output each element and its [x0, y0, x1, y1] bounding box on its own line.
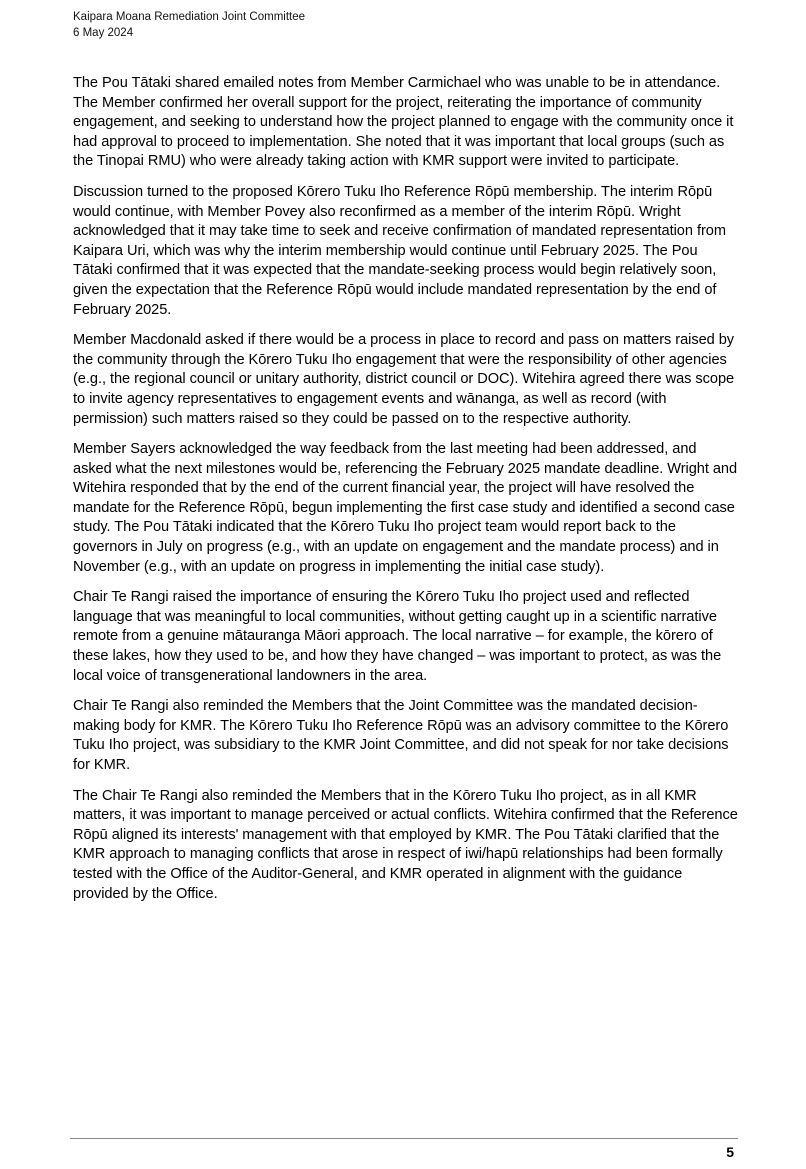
paragraph-sayers-milestones: Member Sayers acknowledged the way feedback from the last meeting had been addressed, and asked what the next milestones would be, referencing the February 2025 mandate deadline. Wright and Witehira responded that by the end of the current financial year, the project will have resolved the mandate for the Reference Rōpū, begun implementing the first case study and identified a second case study. The Pou Tātaki indicated that the Kōrero Tuku Iho project team would report back to the governors in July on progress (e.g., with an update on engagement and the mandate process) and in November (e.g., with an update on progress in implementing the initial case study).	[73, 441, 738, 575]
page-number: 5	[726, 1144, 734, 1160]
footer-divider	[70, 1138, 738, 1139]
paragraph-te-rangi-conflicts: The Chair Te Rangi also reminded the Members that in the Kōrero Tuku Iho project, as in all KMR matters, it was important to manage perceived or actual conflicts. Witehira confirmed that the Reference Rōpū aligned its interests' management with that employed by KMR. The Pou Tātaki clarified that the KMR approach to managing conflicts that arose in respect of iwi/hapū relationships had been formally tested with the Office of the Auditor-General, and KMR operated in alignment with the guidance provided by the Office.	[73, 787, 738, 902]
header-organisation: Kaipara Moana Remediation Joint Committee	[73, 11, 306, 23]
paragraph-carmichael-notes: The Pou Tātaki shared emailed notes from Member Carmichael who was unable to be in attendance. The Member confirmed her overall support for the project, reiterating the importance of community engagement, and seeking to understand how the project planned to engage with the community once it had approval to proceed to implementation. She noted that it was important that local groups (such as the Tinopai RMU) who were already taking action with KMR support were invited to participate.	[73, 75, 734, 170]
page-header	[73, 9, 305, 41]
paragraph-te-rangi-language: Chair Te Rangi raised the importance of ensuring the Kōrero Tuku Iho project used and reflected language that was meaningful to local communities, without getting caught up in a scientific narrative remote from a genuine mātauranga Māori approach. The local narrative – for example, the kōrero of these lakes, how they used to be, and how they have changed – was important to protect, as was the local voice of transgenerational landowners in the area.	[73, 589, 722, 684]
paragraph-te-rangi-mandate: Chair Te Rangi also reminded the Members that the Joint Committee was the mandated decision-making body for KMR. The Kōrero Tuku Iho Reference Rōpū was an advisory committee to the Kōrero Tuku Iho project, was subsidiary to the KMR Joint Committee, and did not speak for nor take decisions for KMR.	[73, 698, 729, 773]
paragraph-reference-ropu-membership: Discussion turned to the proposed Kōrero Tuku Iho Reference Rōpū membership. The interim Rōpū would continue, with Member Povey also reconfirmed as a member of the interim Rōpū. Wright acknowledged that it may take time to seek and receive confirmation of mandated representation from Kaipara Uri, which was why the interim membership would continue until February 2025. The Pou Tātaki confirmed that it was expected that the mandate-seeking process would begin relatively soon, given the expectation that the Reference Rōpū would include mandated representation by the end of February 2025.	[73, 183, 726, 318]
paragraph-macdonald-question: Member Macdonald asked if there would be a process in place to record and pass on matters raised by the community through the Kōrero Tuku Iho engagement that were the responsibility of other agencies (e.g., the regional council or unitary authority, district council or DOC). Witehira agreed there was scope to invite agency representatives to engagement events and wānanga, as well as record (with permission) such matters raised so they could be passed on to the respective authority.	[73, 332, 735, 427]
header-date: 6 May 2024	[73, 27, 134, 39]
document-body	[73, 74, 739, 915]
